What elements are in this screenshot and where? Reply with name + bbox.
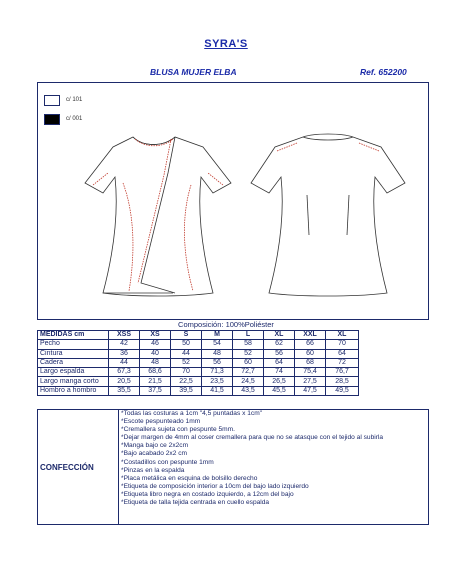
list-item: *Pinzas en la espalda	[121, 466, 185, 474]
table-cell: 42	[109, 340, 140, 349]
table-cell: 44	[109, 358, 140, 367]
row-label: Cadera	[38, 358, 109, 367]
table-cell: 24,5	[233, 377, 264, 386]
table-cell: 44	[171, 349, 202, 358]
table-cell: 46	[140, 340, 171, 349]
confeccion-list	[118, 410, 429, 524]
table-row	[38, 386, 359, 395]
table-cell: 70	[326, 340, 359, 349]
table-cell: 71,3	[202, 368, 233, 377]
confeccion-section	[37, 409, 429, 525]
table-header: L	[233, 331, 264, 340]
table-cell: 72,7	[233, 368, 264, 377]
color-swatch-white	[44, 95, 60, 106]
table-cell: 66	[295, 340, 326, 349]
table-cell: 64	[326, 349, 359, 358]
list-item: *Etiqueta libro negra en costado izquierdo, a 12cm del bajo	[121, 490, 294, 498]
list-item: *Manga bajo ce 2x2cm	[121, 442, 189, 450]
table-cell: 67,3	[109, 368, 140, 377]
table-cell: 68,6	[140, 368, 171, 377]
confeccion-label: CONFECCIÓN	[40, 462, 94, 472]
table-cell: 64	[264, 358, 295, 367]
list-item: *Todas las costuras a 1cm "4,5 puntadas x 1cm"	[121, 410, 263, 417]
list-item: *Etiqueta de composición interior a 10cm del bajo lado izquierdo	[121, 482, 309, 490]
table-cell: 56	[202, 358, 233, 367]
product-name: BLUSA MUJER ELBA	[150, 67, 237, 77]
table-cell: 72	[326, 358, 359, 367]
blouse-front-drawing	[63, 125, 253, 305]
technical-drawing-panel	[37, 82, 429, 320]
table-cell: 39,5	[171, 386, 202, 395]
table-header-row	[38, 331, 359, 340]
list-item: *Etiqueta de talla tejida centrada en cuello espalda	[121, 499, 270, 507]
table-header: XS	[140, 331, 171, 340]
table-cell: 60	[295, 349, 326, 358]
table-cell: 45,5	[264, 386, 295, 395]
table-header: XL	[264, 331, 295, 340]
table-cell: 22,5	[171, 377, 202, 386]
table-cell: 47,5	[295, 386, 326, 395]
row-label: Cintura	[38, 349, 109, 358]
list-item: *Costadillos con pespunte 1mm	[121, 458, 214, 466]
table-cell: 27,5	[295, 377, 326, 386]
table-cell: 48	[202, 349, 233, 358]
table-header: MEDIDAS cm	[38, 331, 109, 340]
table-cell: 58	[233, 340, 264, 349]
table-cell: 26,5	[264, 377, 295, 386]
table-cell: 20,5	[109, 377, 140, 386]
table-cell: 36	[109, 349, 140, 358]
composition-text: Composición: 100%Poliéster	[178, 320, 274, 329]
table-cell: 54	[202, 340, 233, 349]
table-header: XSS	[109, 331, 140, 340]
table-cell: 70	[171, 368, 202, 377]
table-row	[38, 358, 359, 367]
table-header: XL	[326, 331, 359, 340]
table-header: S	[171, 331, 202, 340]
brand-title: SYRA'S	[204, 38, 248, 50]
table-cell: 23,5	[202, 377, 233, 386]
table-cell: 35,5	[109, 386, 140, 395]
table-cell: 43,5	[233, 386, 264, 395]
list-item: *Placa metálica en esquina de bolsillo derecho	[121, 474, 258, 482]
color-swatch-black	[44, 114, 60, 125]
table-cell: 50	[171, 340, 202, 349]
row-label: Largo espalda	[38, 368, 109, 377]
table-cell: 40	[140, 349, 171, 358]
row-label: Largo manga corto	[38, 377, 109, 386]
table-cell: 56	[264, 349, 295, 358]
color-label-white: c/ 101	[66, 97, 83, 103]
list-item: *Bajo acabado 2x2 cm	[121, 450, 187, 458]
table-cell: 21,5	[140, 377, 171, 386]
table-cell: 37,5	[140, 386, 171, 395]
color-label-black: c/ 001	[66, 116, 83, 122]
table-header: XXL	[295, 331, 326, 340]
table-cell: 49,5	[326, 386, 359, 395]
table-cell: 68	[295, 358, 326, 367]
table-row	[38, 368, 359, 377]
table-cell: 76,7	[326, 368, 359, 377]
table-cell: 52	[171, 358, 202, 367]
row-label: Pecho	[38, 340, 109, 349]
table-cell: 74	[264, 368, 295, 377]
table-cell: 48	[140, 358, 171, 367]
table-row	[38, 377, 359, 386]
table-header: M	[202, 331, 233, 340]
table-cell: 62	[264, 340, 295, 349]
table-cell: 28,5	[326, 377, 359, 386]
table-cell: 52	[233, 349, 264, 358]
row-label: Hombro a hombro	[38, 386, 109, 395]
product-ref: Ref. 652200	[360, 67, 407, 77]
blouse-back-drawing	[233, 125, 423, 305]
table-cell: 60	[233, 358, 264, 367]
table-row	[38, 349, 359, 358]
list-item: *Escote pespunteado 1mm	[121, 418, 201, 426]
list-item: *Dejar margen de 4mm al coser cremallera para que no se atasque con el tejido al subirla	[121, 434, 384, 442]
table-cell: 75,4	[295, 368, 326, 377]
table-row	[38, 340, 359, 349]
table-cell: 41,5	[202, 386, 233, 395]
measurements-table	[37, 330, 359, 396]
list-item: *Cremallera sujeta con pespunte 5mm.	[121, 426, 235, 434]
